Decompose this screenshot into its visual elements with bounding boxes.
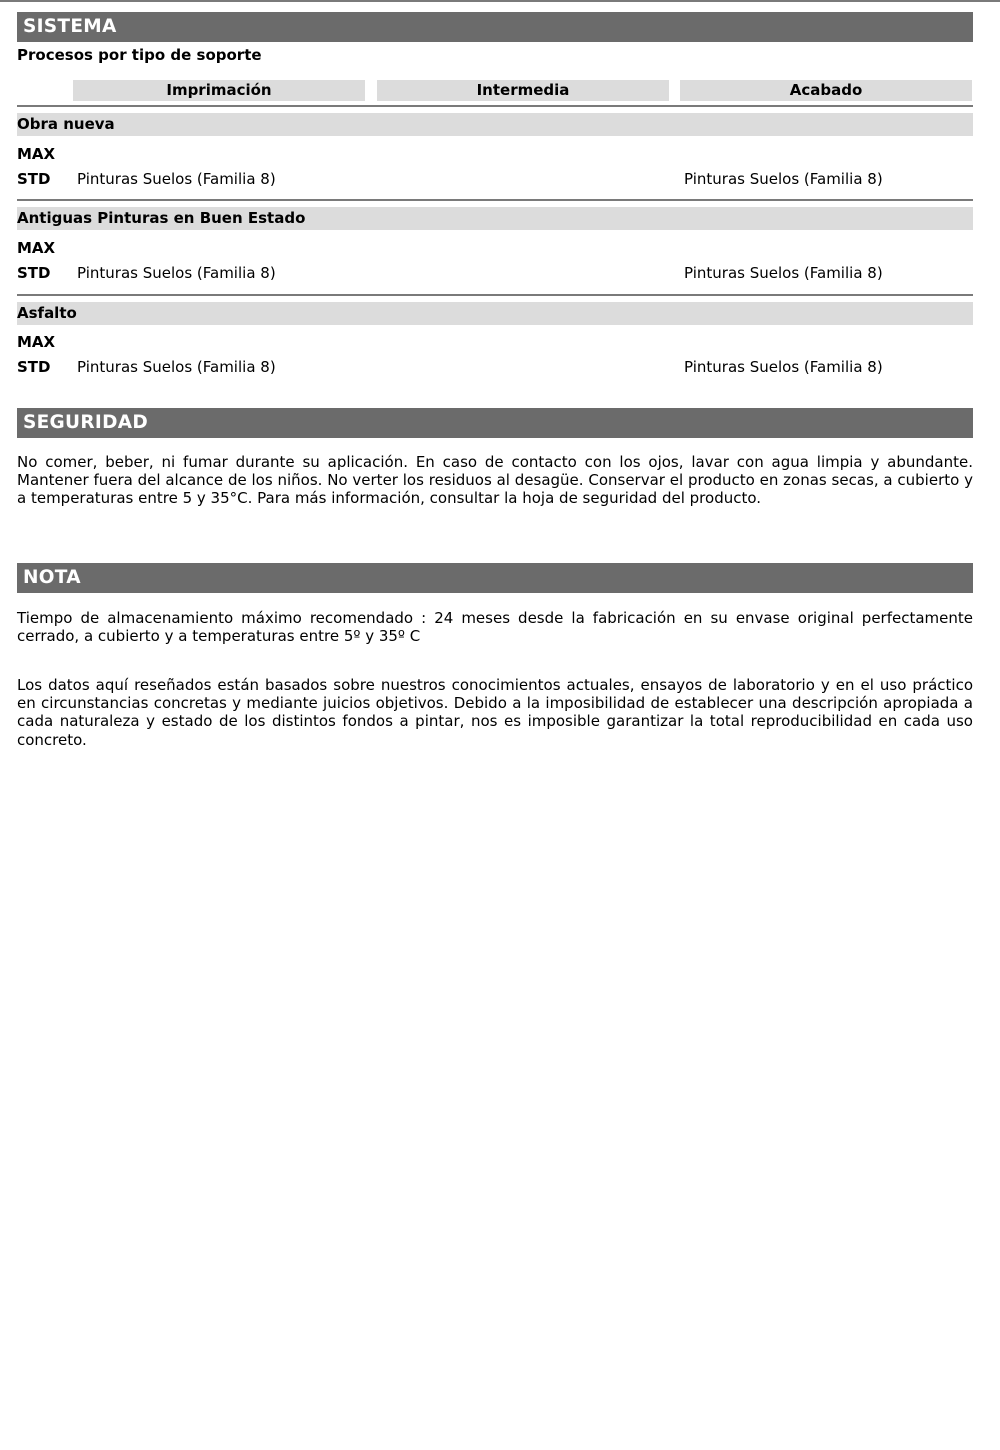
row-label-max: MAX <box>17 239 56 257</box>
nota-header: NOTA <box>17 563 973 593</box>
cell-imprimacion: Pinturas Suelos (Familia 8) <box>77 358 276 376</box>
cell-acabado: Pinturas Suelos (Familia 8) <box>684 358 883 376</box>
column-header-imprimacion: Imprimación <box>73 80 365 101</box>
nota-disclaimer-text: Los datos aquí reseñados están basados sobre nuestros conocimientos actuales, ensayos de laboratorio y en el uso práctico en circunstancias concretas y mediante juicios objetivos. Debido a la imposibilidad de establecer una descripción apropiada a cada naturaleza y estado de los distintos fondos a pintar, nos es imposible garantizar la total reproducibilidad en cada uso concreto. <box>17 676 973 749</box>
cell-acabado: Pinturas Suelos (Familia 8) <box>684 170 883 188</box>
group-obra-nueva: Obra nueva <box>17 113 973 136</box>
row-label-std: STD <box>17 264 51 282</box>
group-divider <box>17 199 973 201</box>
column-header-acabado: Acabado <box>680 80 972 101</box>
row-label-std: STD <box>17 170 51 188</box>
group-asfalto: Asfalto <box>17 302 973 325</box>
group-antiguas-pinturas: Antiguas Pinturas en Buen Estado <box>17 207 973 230</box>
row-label-max: MAX <box>17 333 56 351</box>
sistema-subtitle: Procesos por tipo de soporte <box>17 46 262 64</box>
top-border <box>0 0 1000 2</box>
cell-acabado: Pinturas Suelos (Familia 8) <box>684 264 883 282</box>
group-divider <box>17 294 973 296</box>
cell-imprimacion: Pinturas Suelos (Familia 8) <box>77 264 276 282</box>
cell-imprimacion: Pinturas Suelos (Familia 8) <box>77 170 276 188</box>
column-header-intermedia: Intermedia <box>377 80 669 101</box>
sistema-header: SISTEMA <box>17 12 973 42</box>
group-divider <box>17 105 973 107</box>
seguridad-header: SEGURIDAD <box>17 408 973 438</box>
seguridad-text: No comer, beber, ni fumar durante su aplicación. En caso de contacto con los ojos, lavar con agua limpia y abundante. Mantener fuera del alcance de los niños. No verter los residuos al desagüe. Conservar el producto en zonas secas, a cubierto y a temperaturas entre 5 y 35°C. Para más información, consultar la hoja de seguridad del producto. <box>17 453 973 508</box>
nota-storage-text: Tiempo de almacenamiento máximo recomendado : 24 meses desde la fabricación en su envase original perfectamente cerrado, a cubierto y a temperaturas entre 5º y 35º C <box>17 609 973 646</box>
row-label-std: STD <box>17 358 51 376</box>
row-label-max: MAX <box>17 145 56 163</box>
